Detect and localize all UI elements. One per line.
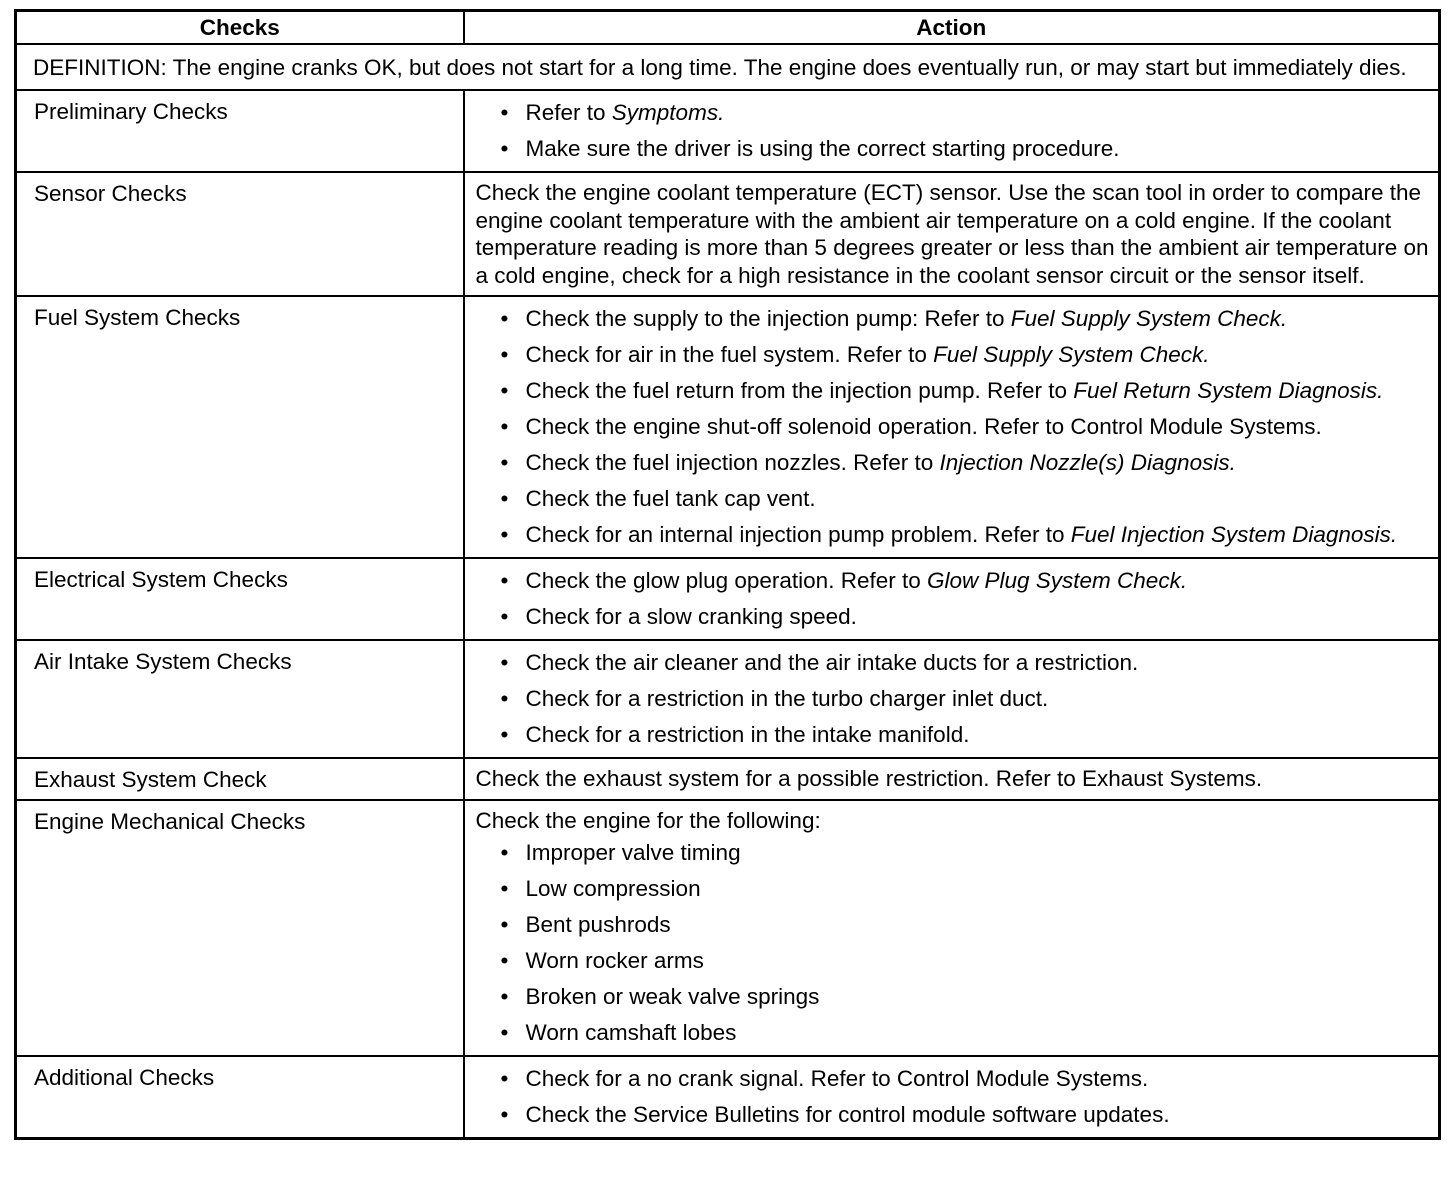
list-item <box>476 341 1431 369</box>
bullet-text: Low compression <box>525 875 701 901</box>
definition-row <box>16 44 1440 90</box>
list-item <box>476 685 1431 713</box>
list-item <box>476 521 1431 549</box>
reference-link: Fuel Return System Diagnosis. <box>1073 378 1384 403</box>
bullet-text: Check the fuel return from the injection pump. Refer to <box>525 378 1074 403</box>
bullet-text: Make sure the driver is using the correct starting procedure. <box>525 136 1120 161</box>
check-label: Exhaust System Check <box>16 758 464 800</box>
definition-text: DEFINITION: The engine cranks OK, but does not start for a long time. The engine does eventually run, or may start but immediately dies. <box>16 44 1440 90</box>
action-list <box>476 99 1431 163</box>
action-list <box>476 305 1431 549</box>
list-item <box>476 305 1431 333</box>
reference-link: Fuel Supply System Check. <box>933 342 1210 367</box>
bullet-icon: • <box>500 522 509 547</box>
check-label: Sensor Checks <box>16 172 464 296</box>
action-text: Check the exhaust system for a possible restriction. Refer to Exhaust Systems. <box>475 766 1263 791</box>
bullet-text: Check for a no crank signal. Refer to Control Module Systems. <box>525 1065 1149 1091</box>
list-item <box>476 135 1431 163</box>
reference-link: Symptoms. <box>611 100 725 125</box>
bullet-text: Bent pushrods <box>525 911 671 937</box>
bullet-icon: • <box>500 1101 509 1127</box>
bullet-text: Check for a restriction in the intake manifold. <box>525 722 970 747</box>
bullet-text: Check for air in the fuel system. Refer to <box>525 342 934 367</box>
action-list <box>476 839 1431 1047</box>
list-item <box>476 413 1431 441</box>
table-row <box>16 758 1440 800</box>
bullet-icon: • <box>500 414 509 439</box>
table-row <box>16 558 1440 640</box>
list-item <box>476 947 1431 975</box>
check-label: Engine Mechanical Checks <box>16 800 464 1056</box>
action-cell <box>464 90 1440 172</box>
table-row <box>16 90 1440 172</box>
action-cell <box>464 1056 1440 1139</box>
bullet-icon: • <box>500 983 509 1009</box>
check-label: Additional Checks <box>16 1056 464 1139</box>
table-row <box>16 296 1440 558</box>
diagnostic-table <box>14 9 1441 1140</box>
bullet-icon: • <box>500 100 509 125</box>
bullet-icon: • <box>500 1065 509 1091</box>
action-cell <box>464 800 1440 1056</box>
table-row <box>16 1056 1440 1139</box>
bullet-text: Check for a restriction in the turbo charger inlet duct. <box>525 686 1049 711</box>
bullet-text: Refer to <box>525 100 612 125</box>
bullet-icon: • <box>500 650 509 675</box>
check-label: Fuel System Checks <box>16 296 464 558</box>
list-item <box>476 603 1431 631</box>
table-row <box>16 800 1440 1056</box>
bullet-text: Check the fuel injection nozzles. Refer to <box>525 450 940 475</box>
bullet-icon: • <box>500 486 509 511</box>
list-item <box>476 721 1431 749</box>
list-item <box>476 485 1431 513</box>
reference-link: Fuel Supply System Check. <box>1010 306 1288 331</box>
list-item <box>476 449 1431 477</box>
bullet-text: Worn camshaft lobes <box>525 1019 737 1045</box>
list-item <box>476 377 1431 405</box>
action-list <box>476 1065 1431 1129</box>
bullet-text: Check the glow plug operation. Refer to <box>525 568 927 593</box>
bullet-icon: • <box>500 568 509 593</box>
check-label: Air Intake System Checks <box>16 640 464 758</box>
action-text: Check the engine coolant temperature (ECT) sensor. Use the scan tool in order to compare the engine coolant temperature with the ambient air temperature on a cold engine. If the coolant temperature reading is more than 5 degrees greater or less than the ambient air temperature on a cold engine, check for a high resistance in the coolant sensor circuit or the sensor itself. <box>475 180 1429 288</box>
list-item <box>476 983 1431 1011</box>
bullet-text: Check the fuel tank cap vent. <box>525 486 816 511</box>
bullet-icon: • <box>500 911 509 937</box>
header-action: Action <box>464 11 1440 45</box>
reference-link: Fuel Injection System Diagnosis. <box>1070 522 1398 547</box>
list-item <box>476 1101 1431 1129</box>
action-cell <box>464 758 1440 800</box>
list-item <box>476 1065 1431 1093</box>
table-row <box>16 640 1440 758</box>
bullet-icon: • <box>500 450 509 475</box>
bullet-icon: • <box>500 378 509 403</box>
bullet-text: Worn rocker arms <box>525 947 704 973</box>
list-item <box>476 1019 1431 1047</box>
action-list <box>476 649 1431 749</box>
check-label: Electrical System Checks <box>16 558 464 640</box>
check-label: Preliminary Checks <box>16 90 464 172</box>
list-item <box>476 911 1431 939</box>
bullet-icon: • <box>500 342 509 367</box>
list-item <box>476 649 1431 677</box>
action-cell <box>464 640 1440 758</box>
list-item <box>476 839 1431 867</box>
bullet-text: Check the engine shut-off solenoid operation. Refer to Control Module Systems. <box>525 414 1322 439</box>
bullet-text: Check for a slow cranking speed. <box>525 604 857 629</box>
header-checks: Checks <box>16 11 464 45</box>
bullet-icon: • <box>500 1019 509 1045</box>
bullet-text: Check the Service Bulletins for control module software updates. <box>525 1101 1170 1127</box>
bullet-icon: • <box>500 947 509 973</box>
action-cell <box>464 558 1440 640</box>
bullet-text: Broken or weak valve springs <box>525 983 820 1009</box>
bullet-icon: • <box>500 686 509 711</box>
bullet-icon: • <box>500 722 509 747</box>
bullet-text: Check the supply to the injection pump: Refer to <box>525 306 1011 331</box>
action-cell <box>464 172 1440 296</box>
action-list <box>476 567 1431 631</box>
reference-link: Glow Plug System Check. <box>926 568 1188 593</box>
bullet-icon: • <box>500 839 509 865</box>
bullet-text: Check for an internal injection pump problem. Refer to <box>525 522 1071 547</box>
table-row <box>16 172 1440 296</box>
bullet-text: Check the air cleaner and the air intake ducts for a restriction. <box>525 650 1139 675</box>
list-item <box>476 567 1431 595</box>
bullet-icon: • <box>500 875 509 901</box>
header-row <box>16 11 1440 45</box>
bullet-icon: • <box>500 306 509 331</box>
action-intro: Check the engine for the following: <box>475 807 821 833</box>
list-item <box>476 875 1431 903</box>
bullet-text: Improper valve timing <box>525 839 741 865</box>
bullet-icon: • <box>500 136 509 161</box>
bullet-icon: • <box>500 604 509 629</box>
list-item <box>476 99 1431 127</box>
action-cell <box>464 296 1440 558</box>
reference-link: Injection Nozzle(s) Diagnosis. <box>939 450 1236 475</box>
